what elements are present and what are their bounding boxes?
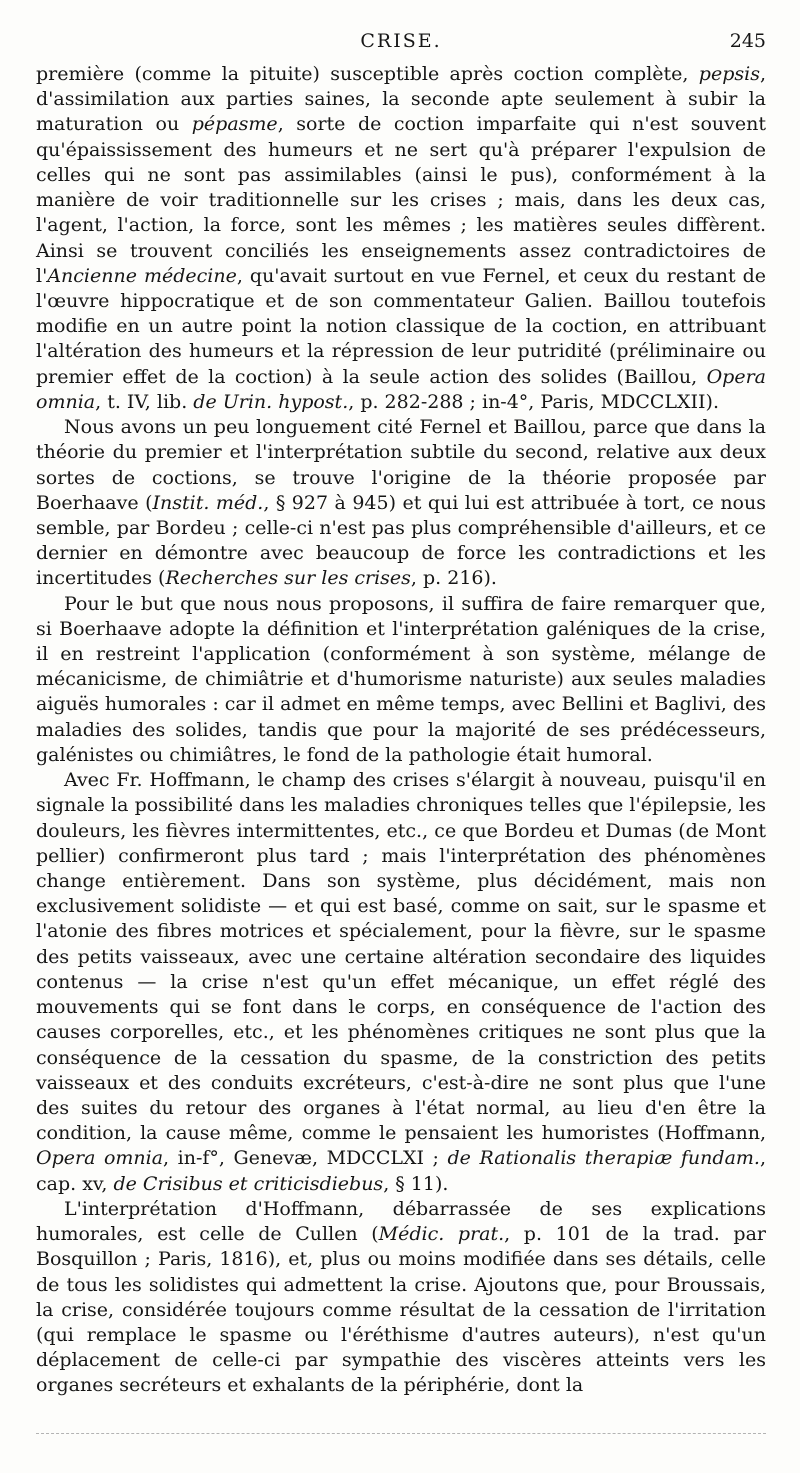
paragraph-5: [36, 1197, 766, 1399]
text-run: , § 11).: [383, 1172, 449, 1195]
text-run: , in-f°, Genevæ, MDCCLXI ;: [163, 1147, 448, 1170]
text-run: , d'assimilation aux parties saines, la seconde apte seulement à subir la maturation ou: [36, 63, 766, 136]
italic-reference: Médic. prat.: [378, 1223, 505, 1246]
italic-reference: Opera omnia: [36, 365, 766, 413]
page-number: 245: [729, 30, 766, 52]
italic-reference: Opera omnia: [36, 1147, 164, 1170]
italic-reference: pépasme: [191, 113, 278, 136]
italic-reference: de Rationalis therapiæ fundam.: [447, 1147, 760, 1170]
paragraph-2: [36, 415, 766, 592]
running-header: [36, 30, 766, 56]
running-title: CRISE.: [360, 30, 442, 52]
text-run: , cap. xv,: [36, 1147, 766, 1195]
paragraph-4: [36, 768, 766, 1197]
text-run: première (comme la pituite) susceptible après coction complète,: [36, 63, 699, 85]
italic-reference: de Urin. hypost.: [193, 390, 349, 413]
italic-reference: de Crisibus et criticisdiebus: [113, 1172, 384, 1195]
text-run: , t. IV, lib.: [95, 390, 194, 413]
text-run: , p. 101 de la trad. par Bosquillon ; Paris, 1816), et, plus ou moins modifiée dans ses détails, celle de tous les solidistes qui admettent la crise. Ajoutons que, pour Broussais, la crise, considérée toujours comme résultat de la cessation de l'irritation (qui remplace le spasme ou l'éréthisme d'autres auteurs), n'est qu'un déplacement de celle-ci par sympathie des viscères atteints vers les organes secréteurs et exhalants de la périphérie, dont la: [36, 1223, 766, 1397]
text-run: Avec Fr. Hoffmann, le champ des crises s'élargit à nouveau, puisqu'il en signale la possibilité dans les maladies chroniques telles que l'épilepsie, les douleurs, les fièvres intermittentes, etc., ce que Bordeu et Dumas (de Mont pellier) confirmeront plus tard ; mais l'interprétation des phénomènes change entièrement. Dans son système, plus décidément, mais non exclusivement solidiste — et qui est basé, comme on sait, sur le spasme et l'atonie des fibres motrices et spécialement, pour la fièvre, sur le spasme des petits vaisseaux, avec une certaine altération secondaire des liquides contenus — la crise n'est qu'un effet mécanique, un effet réglé des mouvements qui se font dans le corps, en conséquence de l'action des causes corporelles, etc., et les phénomènes critiques ne sont plus que la conséquence de la cessation du spasme, de la constriction des petits vaisseaux et des conduits excréteurs, c'est-à-dire ne sont plus que l'une des suites du retour des organes à l'état normal, au lieu d'en être la condition, la cause même, comme le pensaient les humoristes (Hoffmann,: [36, 769, 766, 1145]
text-run: , p. 282-288 ; in-4°, Paris, MDCCLXII).: [348, 390, 720, 413]
text-run: L'interprétation d'Hoffmann, débarrassée de ses explications humorales, est celle de Cullen (: [36, 1197, 766, 1246]
paragraph-1: [36, 62, 766, 415]
italic-reference: Ancienne médecine: [47, 264, 237, 287]
text-run: , § 927 à 945) et qui lui est attribuée à tort, ce nous semble, par Bordeu ; celle-ci n'est pas plus compréhensible d'ailleurs, et ce dernier en démontre avec beaucoup de force les contradictions et les incertitudes (: [36, 491, 766, 590]
text-run: Pour le but que nous nous proposons, il suffira de faire remarquer que, si Boerhaave adopte la définition et l'interprétation galéniques de la crise, il en restreint l'application (conformément à son système, mélange de mécanicisme, de chimiâtrie et d'humorisme naturiste) aux seules maladies aiguës humorales : car il admet en même temps, avec Bellini et Baglivi, des maladies des solides, tandis que pour la majorité de ses prédécesseurs, galénistes ou chimiâtres, le fond de la pathologie était humoral.: [36, 592, 766, 766]
text-run: Nous avons un peu longuement cité Fernel et Baillou, parce que dans la théorie du premier et l'interprétation subtile du second, relative aux deux sortes de coctions, se trouve l'origine de la théorie proposée par Boerhaave (: [36, 416, 766, 514]
paragraph-3: [36, 592, 766, 769]
italic-reference: pepsis: [698, 63, 760, 85]
text-run: , p. 216).: [410, 567, 497, 590]
text-run: , qu'avait surtout en vue Fernel, et ceux du restant de l'œuvre hippocratique et de son commentateur Galien. Baillou toutefois modifie en un autre point la notion classique de la coction, en attribuant l'altération des humeurs et la répression de leur putridité (préliminaire ou premier effet de la coction) à la seule action des solides (Baillou,: [36, 264, 767, 388]
text-run: , sorte de coction imparfaite qui n'est souvent qu'épaississement des humeurs et ne sert qu'à préparer l'expulsion de celles qui ne sont pas assimilables (ainsi le pus), conformément à la manière de voir traditionnelle sur les crises ; mais, dans les deux cas, l'agent, l'action, la force, sont les mêmes ; les matières seules diffèrent. Ainsi se trouvent conciliés les enseignements assez contradictoires de l': [36, 113, 766, 287]
footer-rule: [36, 1433, 766, 1434]
italic-reference: Instit. méd.: [152, 491, 264, 514]
body-text: [36, 62, 766, 1399]
italic-reference: Recherches sur les crises: [165, 567, 411, 590]
